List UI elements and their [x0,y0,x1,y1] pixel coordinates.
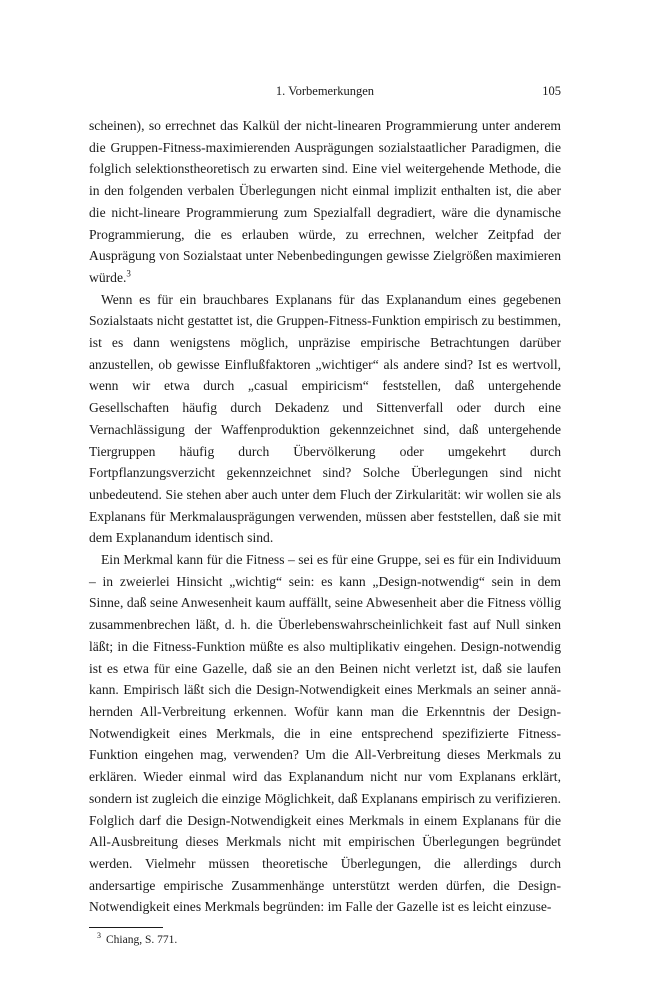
body-text [89,115,561,918]
running-title: 1. Vorbemerkungen [275,84,375,98]
book-page [89,84,561,948]
footnote-text: Chiang, S. 771. [106,934,178,947]
paragraph-1-text: scheinen), so errechnet das Kalkül der nicht-linearen Programmierung unter anderem die Gruppen-Fitness-maximierenden Ausprägungen sozialstaatlicher Paradigmen, die folglich selektionstheoretisch zu erwarten sind. Eine viel weitergehende Methode, die in den folgenden verbalen Überlegungen nicht einmal implizit enthalten ist, die aber die nicht-lineare Programmierung zum Spezialfall degradiert, wäre die dynamische Programmierung, die es erlauben würde, zu errechnen, welcher Zeitpfad der Ausprägung von Sozialstaat unter Nebenbedingungen gewisse Zielgrößen maximieren würde. [89,118,561,285]
paragraph-2 [89,289,561,549]
paragraph-3 [89,549,561,918]
page-number: 105 [542,84,561,98]
running-head [89,84,561,106]
footnote-divider [89,927,163,928]
paragraph-2-text: Wenn es für ein brauchbares Explanans für das Explanandum eines gegebenen Sozialstaats nicht gestattet ist, die Gruppen-Fitness-Funktion empirisch zu bestimmen, ist es dann wenigstens möglich, unpräzise empirische Betrachtungen darüber anzustellen, ob gewisse Einflußfaktoren „wichtiger“ als andere sind? Ist es wertvoll, wenn wir etwa durch „casual empiricism“ feststellen, daß untergehende Gesellschaften häufig durch Dekadenz und Sittenverfall oder durch eine Vernachlässigung der Waffenproduktion gekennzeichnet sind, daß untergehende Tiergruppen häufig durch Übervölkerung oder umgekehrt durch Fortpflanzungsverzicht gekennzeichnet sind? Solche Überlegungen sind nicht unbedeutend. Sie stehen aber auch unter dem Fluch der Zirkularität: wir wollen sie als Explanans für Merkmalausprägungen verwenden, müssen aber feststellen, daß sie mit dem Explanandum identisch sind. [89,291,561,546]
footnote-reference: 3 [126,268,131,279]
footnote [89,932,561,948]
paragraph-3-text: Ein Merkmal kann für die Fitness – sei es für eine Gruppe, sei es für ein Individuum – in zweierlei Hinsicht „wichtig“ sein: es kann „Design-notwendig“ sein in dem Sinne, daß seine Anwesenheit kaum auffällt, seine Abwesenheit aber die Fitness völlig zusammenbrechen läßt, d. h. die Überlebenswahrscheinlichkeit fast auf Null sinken läßt; in die Fitness-Funktion müßte es also multiplikativ eingehen. Design-notwendig ist es etwa für eine Gazelle, daß sie an den Beinen nicht verletzt ist, daß sie laufen kann. Empirisch läßt sich die Design-Notwendigkeit eines Merkmals an seiner annähernden All-Verbreitung erkennen. Wofür kann man die Erkenntnis der Design-Notwendigkeit eines Merkmals, die in eine entsprechend spezifizierte Fitness-Funktion eingehen mag, verwenden? Um die All-Verbreitung dieses Merkmals zu erklären. Wieder einmal wird das Explanandum nicht nur vom Explanans erklärt, sondern ist zugleich die einzige Möglichkeit, daß Explanans empirisch zu verifizieren. Folglich darf die Design-Notwendigkeit eines Merkmals in einem Explanans für die All-Ausbreitung dieses Merkmals nicht mit empirischen Überlegungen begründet werden. Vielmehr müssen theoretische Überlegungen, die allerdings durch andersartige empirische Zusammenhänge unterstützt werden dürfen, die Design-Notwendigkeit eines Merkmals begründen: im Falle der Gazelle ist es leicht einzuse- [89,552,561,915]
footnote-mark: 3 [97,931,101,941]
paragraph-1 [89,115,561,289]
